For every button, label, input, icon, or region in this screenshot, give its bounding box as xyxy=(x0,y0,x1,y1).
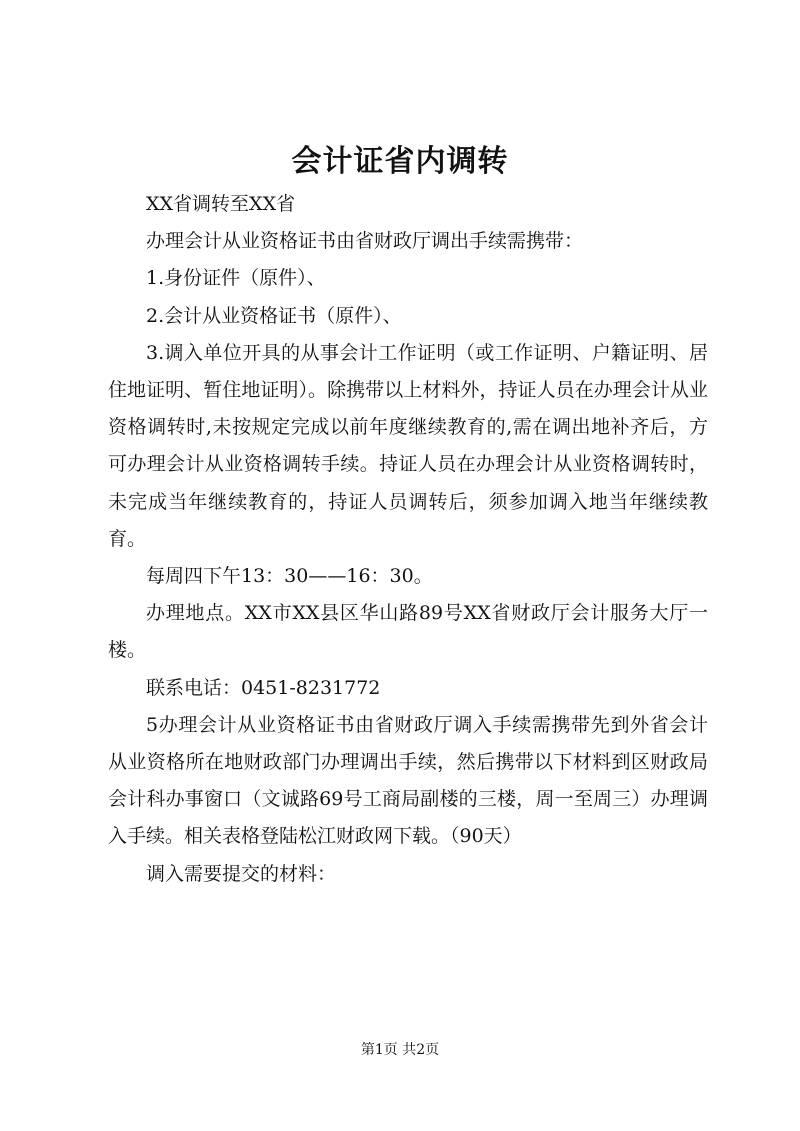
paragraph-office-hours: 每周四下午13：30——16：30。 xyxy=(146,565,433,588)
paragraph-transfer-route: XX省调转至XX省 xyxy=(146,193,296,215)
paragraph-item-1: 1.身份证件（原件）、 xyxy=(146,267,326,290)
paragraph-address: 办理地点。XX市XX县区华山路89号XX省财政厅会计服务大厅一楼。 xyxy=(108,602,708,662)
paragraph-inbound: 5办理会计从业资格证书由省财政厅调入手续需携带先到外省会计从业资格所在地财政部门办理调出手续，然后携带以下材料到区财政局会计科办事窗口（文诚路69号工商局副楼的三楼，周一至周三）办理调入手续。相关表格登陆松江财政网下载。（90天） xyxy=(108,713,708,848)
paragraph-item-2: 2.会计从业资格证书（原件）、 xyxy=(146,304,402,327)
paragraph-phone: 联系电话：0451-8231772 xyxy=(146,676,381,699)
paragraph-outbound-intro: 办理会计从业资格证书由省财政厅调出手续需携带： xyxy=(146,230,584,253)
document-title: 会计证省内调转 xyxy=(291,144,509,179)
paragraph-item-3: 3.调入单位开具的从事会计工作证明（或工作证明、户籍证明、居住地证明、暂住地证明）。除携带以上材料外，持证人员在办理会计从业资格调转时,未按规定完成以前年度继续教育的,需在调出地补齐后，方可办理会计从业资格调转手续。持证人员在办理会计从业资格调转时，未完成当年继续教育的，持证人员调转后，须参加调入地当年继续教育。 xyxy=(108,341,708,550)
document-body xyxy=(108,186,708,893)
paragraph-materials: 调入需要提交的材料： xyxy=(146,862,337,885)
page-footer: 第1页 共2页 xyxy=(360,1042,440,1058)
